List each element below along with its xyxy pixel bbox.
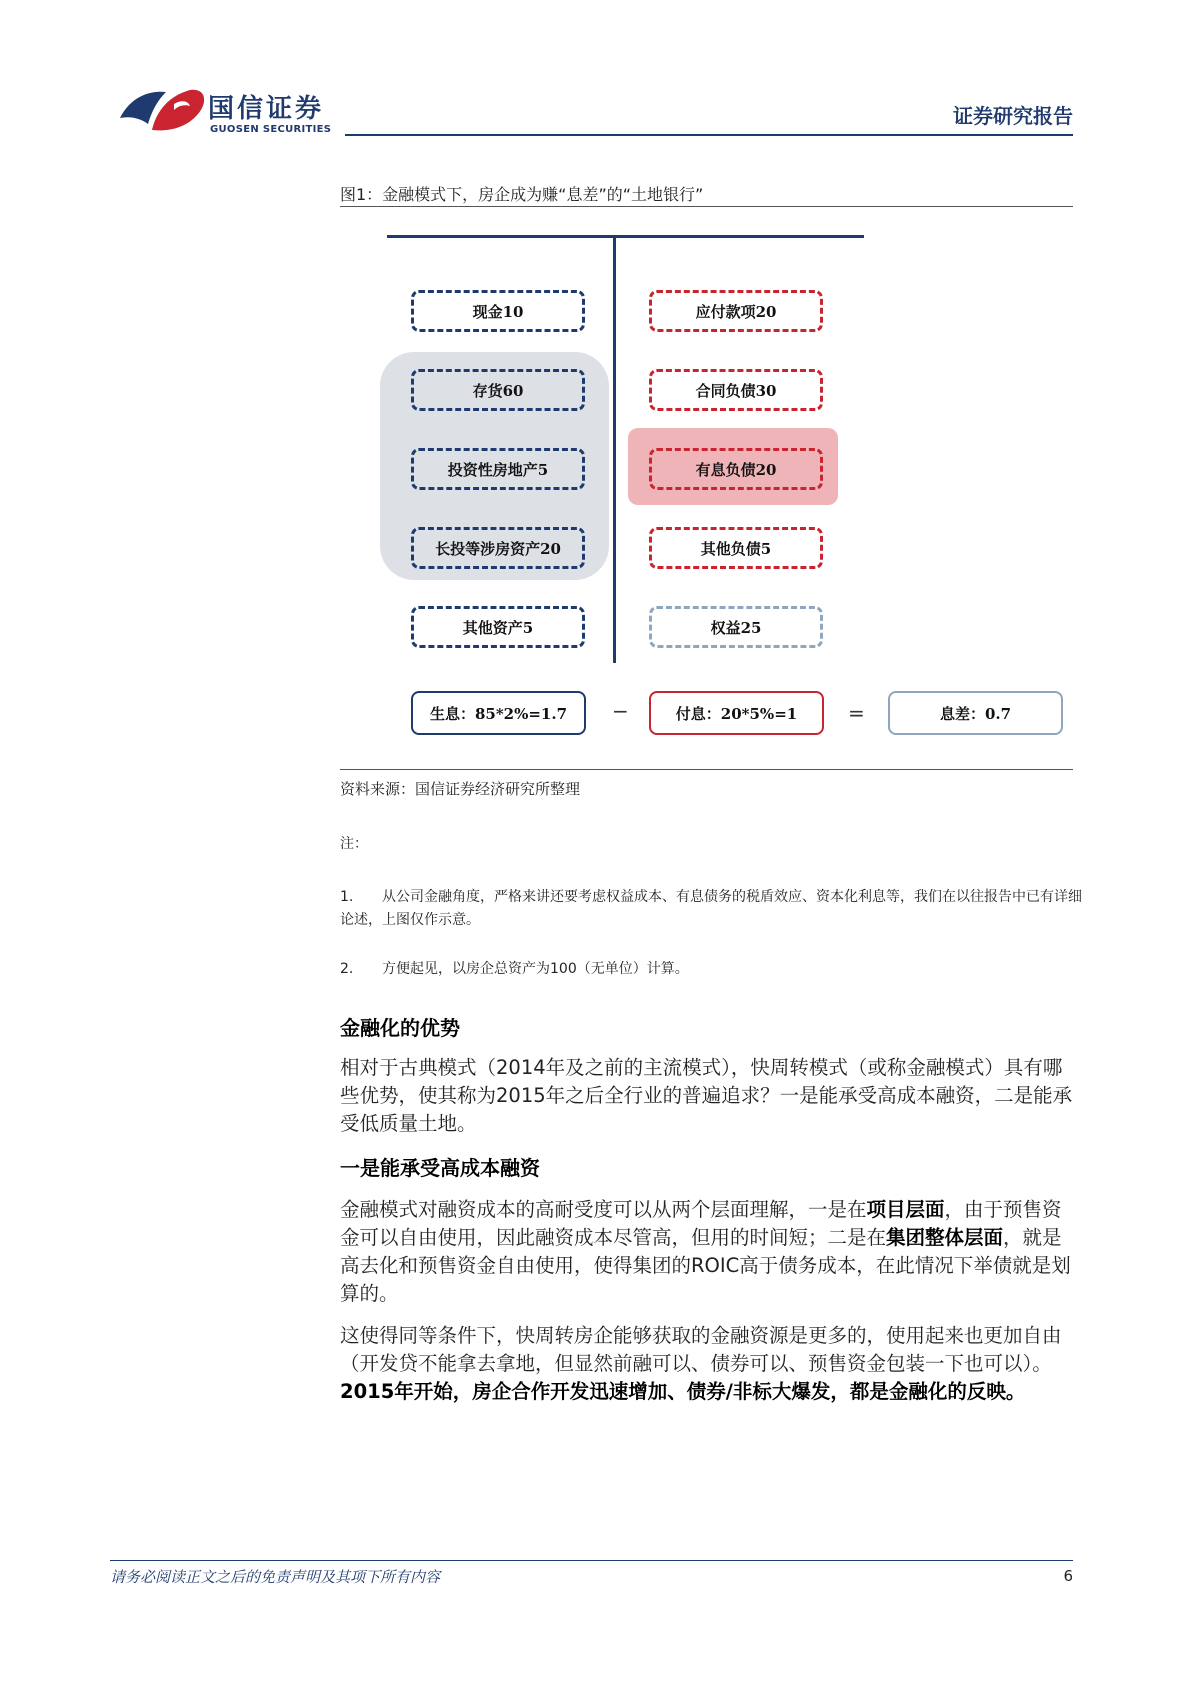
report-type: 证券研究报告 [953,104,1073,128]
asset-cash: 现金10 [411,290,585,332]
header-divider [345,134,1073,136]
company-logo-icon [118,84,208,142]
section-heading-advantages: 金融化的优势 [340,1016,460,1040]
calc-interest-cost: 付息：20*5%=1 [649,691,824,735]
body-paragraph [340,1322,1080,1406]
note-text: 从公司金融角度，严格来讲还要考虑权益成本、有息债务的税盾效应、资本化利息等，我们在以往报告中已有详细论述，上图仅作示意。 [340,889,1082,928]
calc-interest-spread: 息差：0.7 [888,691,1063,735]
text-run: ，由于预售资金可以自由使用，因此融资成本尽管高，但用的时间短；二是在 [340,1198,1062,1249]
balance-sheet-divider [613,238,616,663]
emphasis-project-level: 项目层面 [866,1198,945,1221]
liability-interest-bearing: 有息负债20 [649,448,823,490]
body-paragraph: 相对于古典模式（2014年及之前的主流模式），快周转模式（或称金融模式）具有哪些优势，使其称为2015年之后全行业的普遍追求？一是能承受高成本融资，二是能承受低质量土地。 [340,1056,1073,1135]
liability-payables: 应付款项20 [649,290,823,332]
emphasis-group-level: 集团整体层面 [886,1226,1004,1249]
balance-sheet-top-bar [387,235,864,238]
note-item [340,958,1085,981]
subsection-heading-high-cost-financing: 一是能承受高成本融资 [340,1156,540,1180]
emphasis-conclusion: 2015年开始，房企合作开发迅速增加、债券/非标大爆发，都是金融化的反映。 [340,1380,1026,1403]
figure-top-rule [340,206,1073,207]
note-text: 方便起见，以房企总资产为100（无单位）计算。 [382,961,689,977]
asset-inventory: 存货60 [411,369,585,411]
asset-other: 其他资产5 [411,606,585,648]
footer-disclaimer: 请务必阅读正文之后的免责声明及其项下所有内容 [110,1568,441,1586]
note-number: 2. [340,961,354,977]
liability-contract: 合同负债30 [649,369,823,411]
body-paragraph [340,1196,1080,1308]
footer-divider [110,1560,1073,1561]
figure-bottom-rule [340,769,1073,770]
asset-long-term-investment: 长投等涉房资产20 [411,527,585,569]
note-item [340,886,1085,932]
text-run: 这使得同等条件下，快周转房企能够获取的金融资源是更多的，使用起来也更加自由（开发贷不能拿去拿地，但显然前融可以、债券可以、预售资金包装一下也可以）。 [340,1324,1062,1375]
figure-title: 图1：金融模式下，房企成为赚“息差”的“土地银行” [340,185,704,204]
notes-label: 注： [340,836,368,852]
text-run: 金融模式对融资成本的高耐受度可以从两个层面理解，一是在 [340,1198,867,1221]
company-name-cn: 国信证券 [208,94,325,124]
figure-source: 资料来源：国信证券经济研究所整理 [340,780,581,798]
text-run: ，就是高去化和预售资金自由使用，使得集团的ROIC高于债务成本，在此情况下举债就是划算的。 [340,1226,1071,1305]
company-name-en: GUOSEN SECURITIES [210,124,332,135]
calc-interest-income: 生息：85*2%=1.7 [411,691,586,735]
liability-other: 其他负债5 [649,527,823,569]
equals-operator: = [848,701,865,725]
asset-investment-property: 投资性房地产5 [411,448,585,490]
equity: 权益25 [649,606,823,648]
page-number: 6 [1063,1567,1073,1585]
minus-operator: − [612,699,629,723]
note-number: 1. [340,889,354,905]
